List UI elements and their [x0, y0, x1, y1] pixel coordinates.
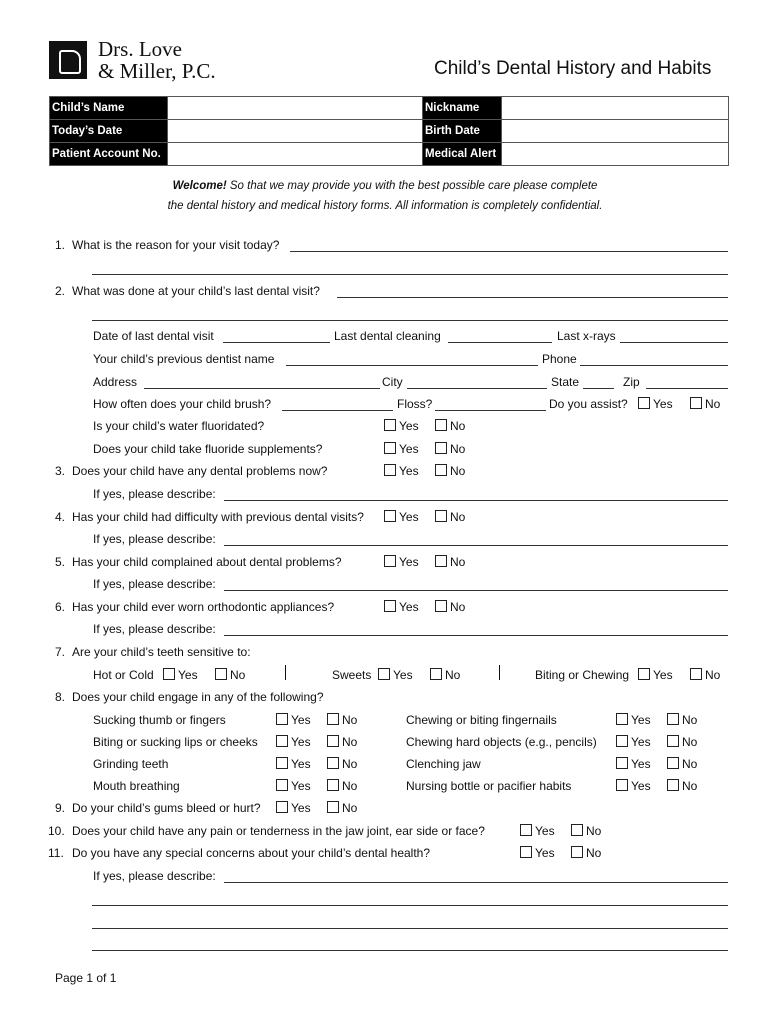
checkbox-icon: [571, 824, 583, 836]
city-field[interactable]: [407, 375, 547, 389]
checkbox-icon: [520, 824, 532, 836]
medical-alert-label: Medical Alert: [423, 143, 502, 166]
welcome-line2: the dental history and medical history forms. All information is completely confidential.: [167, 200, 603, 212]
checkbox-icon: [435, 419, 447, 431]
last-cleaning-field[interactable]: [448, 329, 552, 343]
checkbox-icon: [667, 757, 679, 769]
zip-label: Zip: [623, 375, 640, 389]
biting-no[interactable]: No: [690, 668, 720, 682]
q5-no[interactable]: No: [435, 555, 465, 569]
checkbox-icon: [384, 555, 396, 567]
state-label: State: [551, 375, 580, 389]
hot-cold-no[interactable]: No: [215, 668, 245, 682]
checkbox-icon: [690, 668, 702, 680]
sweets-yes[interactable]: Yes: [378, 668, 413, 682]
habit-objects-no[interactable]: No: [667, 735, 697, 749]
patient-info-table: [49, 96, 729, 166]
q7-number: 7.: [55, 645, 66, 659]
q5-number: 5.: [55, 555, 66, 569]
habit-pacifier-label: Nursing bottle or pacifier habits: [406, 779, 572, 793]
q11-describe-label: If yes, please describe:: [93, 869, 216, 883]
floss-field[interactable]: [435, 397, 546, 411]
habit-lips-no[interactable]: No: [327, 735, 357, 749]
childs-name-field[interactable]: [168, 97, 423, 120]
assist-yes[interactable]: Yes: [638, 397, 673, 411]
habit-objects-yes[interactable]: Yes: [616, 735, 651, 749]
phone-field[interactable]: [580, 352, 728, 366]
q11-describe-line-4[interactable]: [92, 937, 728, 951]
habit-jaw-no[interactable]: No: [667, 757, 697, 771]
checkbox-icon: [384, 419, 396, 431]
q4-no[interactable]: No: [435, 510, 465, 524]
q4-describe-label: If yes, please describe:: [93, 532, 216, 546]
biting-label: Biting or Chewing: [535, 668, 630, 682]
separator: [285, 665, 286, 680]
checkbox-icon: [520, 846, 532, 858]
habit-pacifier-no[interactable]: No: [667, 779, 697, 793]
q2-text: What was done at your child’s last dental visit?: [72, 284, 320, 298]
last-cleaning-label: Last dental cleaning: [334, 329, 441, 343]
checkbox-icon: [276, 779, 288, 791]
checkbox-icon: [378, 668, 390, 680]
q9-text: Do your child’s gums bleed or hurt?: [72, 801, 261, 815]
floss-label: Floss?: [397, 397, 433, 411]
todays-date-label: Today’s Date: [50, 120, 168, 143]
habit-pacifier-yes[interactable]: Yes: [616, 779, 651, 793]
nickname-field[interactable]: [502, 97, 729, 120]
checkbox-icon: [435, 464, 447, 476]
nickname-label: Nickname: [423, 97, 502, 120]
todays-date-field[interactable]: [168, 120, 423, 143]
q3-number: 3.: [55, 464, 66, 478]
q10-number: 10.: [48, 824, 65, 838]
page-number: Page 1 of 1: [55, 971, 117, 985]
q11-text: Do you have any special concerns about your child’s dental health?: [72, 846, 431, 860]
habit-grinding-yes[interactable]: Yes: [276, 757, 311, 771]
birth-date-label: Birth Date: [423, 120, 502, 143]
checkbox-icon: [638, 668, 650, 680]
q9-yes[interactable]: Yes: [276, 801, 311, 815]
q6-yes[interactable]: Yes: [384, 600, 419, 614]
prev-dentist-label: Your child’s previous dentist name: [93, 352, 275, 366]
state-field[interactable]: [583, 375, 614, 389]
habit-grinding-label: Grinding teeth: [93, 757, 169, 771]
hot-cold-label: Hot or Cold: [93, 668, 154, 682]
prev-dentist-field[interactable]: [286, 352, 538, 366]
hot-cold-yes[interactable]: Yes: [163, 668, 198, 682]
q4-yes[interactable]: Yes: [384, 510, 419, 524]
checkbox-icon: [327, 757, 339, 769]
checkbox-icon: [616, 757, 628, 769]
checkbox-icon: [215, 668, 227, 680]
habit-nails-label: Chewing or biting fingernails: [406, 713, 557, 727]
habit-thumb-label: Sucking thumb or fingers: [93, 713, 226, 727]
habit-grinding-no[interactable]: No: [327, 757, 357, 771]
account-no-label: Patient Account No.: [50, 143, 168, 166]
assist-no[interactable]: No: [690, 397, 720, 411]
habit-nails-no[interactable]: No: [667, 713, 697, 727]
checkbox-icon: [667, 779, 679, 791]
q11-no[interactable]: No: [571, 846, 601, 860]
q2-answer-line-2[interactable]: [92, 307, 728, 321]
checkbox-icon: [667, 713, 679, 725]
checkbox-icon: [667, 735, 679, 747]
q1-answer-line[interactable]: [290, 238, 728, 252]
practice-logo: [49, 41, 87, 79]
checkbox-icon: [430, 668, 442, 680]
habit-jaw-yes[interactable]: Yes: [616, 757, 651, 771]
checkbox-icon: [384, 600, 396, 612]
checkbox-icon: [276, 713, 288, 725]
address-label: Address: [93, 375, 138, 389]
checkbox-icon: [384, 464, 396, 476]
q5-yes[interactable]: Yes: [384, 555, 419, 569]
q11-describe-field[interactable]: [224, 869, 728, 883]
q6-number: 6.: [55, 600, 66, 614]
checkbox-icon: [327, 779, 339, 791]
phone-label: Phone: [542, 352, 577, 366]
checkbox-icon: [327, 713, 339, 725]
brush-label: How often does your child brush?: [93, 397, 272, 411]
practice-name: Drs. Love & Miller, P.C.: [98, 37, 216, 83]
q8-number: 8.: [55, 690, 66, 704]
checkbox-icon: [327, 735, 339, 747]
checkbox-icon: [276, 735, 288, 747]
medical-alert-field[interactable]: [502, 143, 729, 166]
q3-yes[interactable]: Yes: [384, 464, 419, 478]
checkbox-icon: [276, 757, 288, 769]
q1-number: 1.: [55, 238, 66, 252]
habit-breathing-yes[interactable]: Yes: [276, 779, 311, 793]
checkbox-icon: [616, 779, 628, 791]
habit-objects-label: Chewing hard objects (e.g., pencils): [406, 735, 597, 749]
last-visit-field[interactable]: [223, 329, 330, 343]
separator: [499, 665, 500, 680]
tooth-icon: [59, 50, 81, 74]
last-xrays-field[interactable]: [620, 329, 728, 343]
q3-no[interactable]: No: [435, 464, 465, 478]
brush-field[interactable]: [282, 397, 393, 411]
q5-describe-field[interactable]: [224, 577, 728, 591]
checkbox-icon: [384, 510, 396, 522]
supplements-yes[interactable]: Yes: [384, 442, 419, 456]
address-field[interactable]: [144, 375, 380, 389]
q11-describe-line-2[interactable]: [92, 892, 728, 906]
q9-number: 9.: [55, 801, 66, 815]
zip-field[interactable]: [646, 375, 728, 389]
checkbox-icon: [276, 801, 288, 813]
q6-text: Has your child ever worn orthodontic appliances?: [72, 600, 335, 614]
checkbox-icon: [435, 510, 447, 522]
account-no-field[interactable]: [168, 143, 423, 166]
checkbox-icon: [435, 600, 447, 612]
supplements-label: Does your child take fluoride supplements?: [93, 442, 323, 456]
habit-breathing-no[interactable]: No: [327, 779, 357, 793]
q11-number: 11.: [48, 846, 64, 860]
q8-text: Does your child engage in any of the following?: [72, 690, 324, 704]
city-label: City: [382, 375, 403, 389]
checkbox-icon: [435, 555, 447, 567]
last-visit-label: Date of last dental visit: [93, 329, 214, 343]
welcome-line1: Welcome! So that we may provide you with the best possible care please complete: [172, 180, 598, 192]
habit-nails-yes[interactable]: Yes: [616, 713, 651, 727]
supplements-no[interactable]: No: [435, 442, 465, 456]
checkbox-icon: [616, 713, 628, 725]
checkbox-icon: [163, 668, 175, 680]
q3-describe-field[interactable]: [224, 487, 728, 501]
checkbox-icon: [384, 442, 396, 454]
checkbox-icon: [435, 442, 447, 454]
q6-describe-field[interactable]: [224, 622, 728, 636]
habit-jaw-label: Clenching jaw: [406, 757, 481, 771]
water-label: Is your child’s water fluoridated?: [93, 419, 265, 433]
q7-text: Are your child’s teeth sensitive to:: [72, 645, 251, 659]
q11-describe-line-3[interactable]: [92, 915, 728, 929]
q2-number: 2.: [55, 284, 66, 298]
assist-label: Do you assist?: [549, 397, 628, 411]
biting-yes[interactable]: Yes: [638, 668, 673, 682]
checkbox-icon: [616, 735, 628, 747]
habit-lips-label: Biting or sucking lips or cheeks: [93, 735, 258, 749]
q10-no[interactable]: No: [571, 824, 601, 838]
q9-no[interactable]: No: [327, 801, 357, 815]
form-title: Child’s Dental History and Habits: [434, 58, 712, 79]
checkbox-icon: [638, 397, 650, 409]
checkbox-icon: [327, 801, 339, 813]
q11-yes[interactable]: Yes: [520, 846, 555, 860]
sweets-no[interactable]: No: [430, 668, 460, 682]
habit-lips-yes[interactable]: Yes: [276, 735, 311, 749]
q4-text: Has your child had difficulty with previous dental visits?: [72, 510, 364, 524]
water-yes[interactable]: Yes: [384, 419, 419, 433]
q10-yes[interactable]: Yes: [520, 824, 555, 838]
sweets-label: Sweets: [332, 668, 372, 682]
q5-describe-label: If yes, please describe:: [93, 577, 216, 591]
q4-describe-field[interactable]: [224, 532, 728, 546]
checkbox-icon: [690, 397, 702, 409]
last-xrays-label: Last x-rays: [557, 329, 616, 343]
birth-date-field[interactable]: [502, 120, 729, 143]
q6-describe-label: If yes, please describe:: [93, 622, 216, 636]
q3-text: Does your child have any dental problems now?: [72, 464, 328, 478]
q6-no[interactable]: No: [435, 600, 465, 614]
habit-thumb-no[interactable]: No: [327, 713, 357, 727]
habit-breathing-label: Mouth breathing: [93, 779, 180, 793]
checkbox-icon: [571, 846, 583, 858]
q4-number: 4.: [55, 510, 66, 524]
q2-answer-line[interactable]: [337, 284, 728, 298]
water-no[interactable]: No: [435, 419, 465, 433]
q10-text: Does your child have any pain or tenderness in the jaw joint, ear side or face?: [72, 824, 485, 838]
q3-describe-label: If yes, please describe:: [93, 487, 216, 501]
childs-name-label: Child’s Name: [50, 97, 168, 120]
habit-thumb-yes[interactable]: Yes: [276, 713, 311, 727]
q1-text: What is the reason for your visit today?: [72, 238, 280, 252]
q5-text: Has your child complained about dental problems?: [72, 555, 342, 569]
q1-answer-line-2[interactable]: [92, 261, 728, 275]
